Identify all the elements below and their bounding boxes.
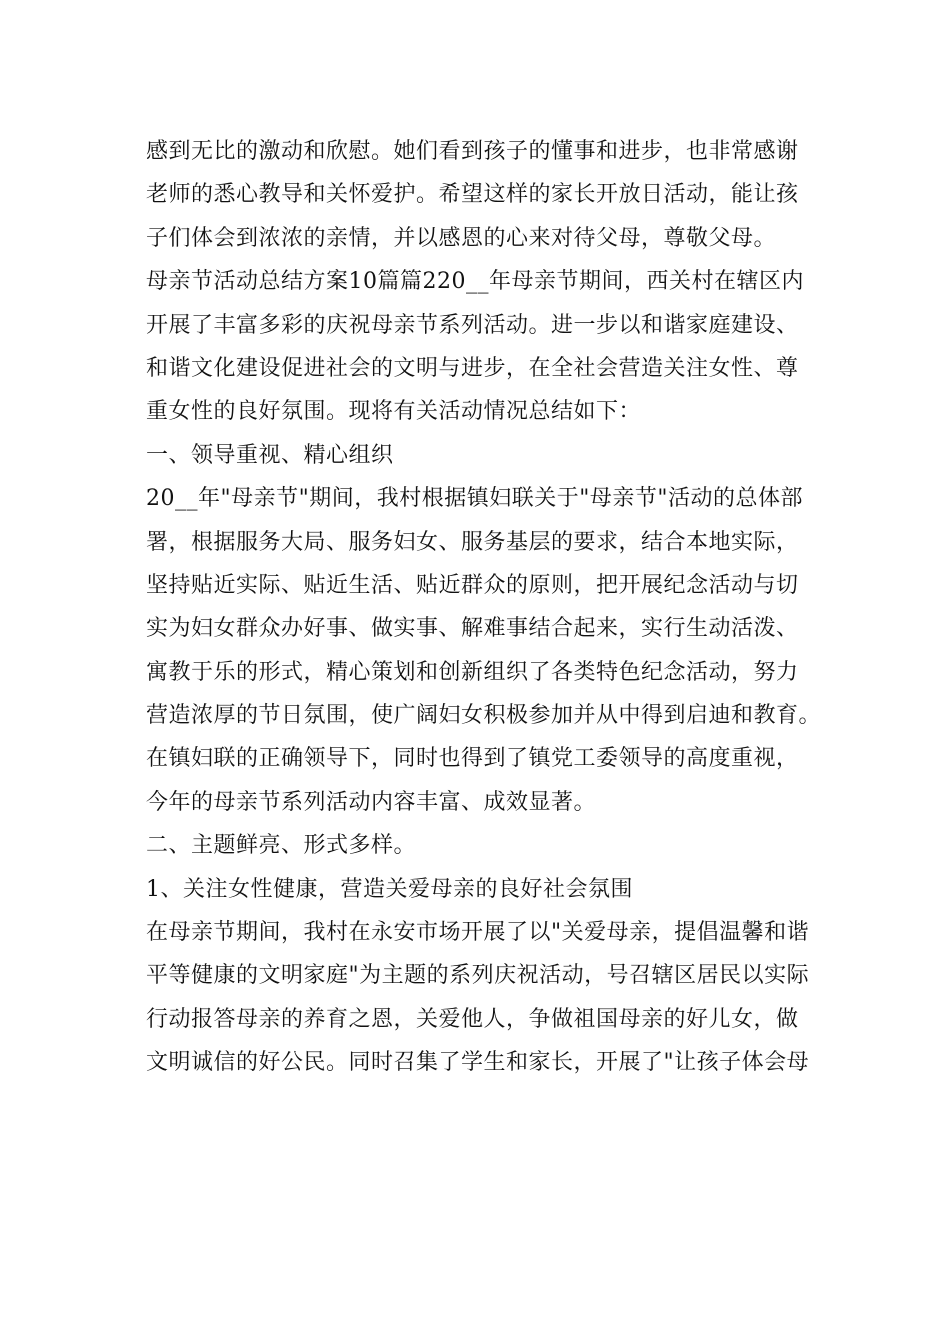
text-line: 文明诚信的好公民。同时召集了学生和家长，开展了"让孩子体会母 [146,1050,810,1076]
text-line: 实为妇女群众办好事、做实事、解难事结合起来，实行生动活泼、 [146,616,799,642]
text-line: 开展了丰富多彩的庆祝母亲节系列活动。进一步以和谐家庭建设、 [146,312,799,338]
text-line: 子们体会到浓浓的亲情，并以感恩的心来对待父母，尊敬父母。 [146,225,777,251]
text-line: 在镇妇联的正确领导下，同时也得到了镇党工委领导的高度重视， [146,746,799,772]
document-body [146,130,836,1085]
text-line: 和谐文化建设促进社会的文明与进步，在全社会营造关注女性、尊 [146,355,799,381]
text-line: 营造浓厚的节日氛围，使广阔妇女积极参加并从中得到启迪和教育。 [146,703,822,729]
text-line: 感到无比的激动和欣慰。她们看到孩子的懂事和进步，也非常感谢 [146,139,799,164]
text-line: 20__年"母亲节"期间，我村根据镇妇联关于"母亲节"活动的总体部 [146,486,803,512]
text-line: 今年的母亲节系列活动内容丰富、成效显著。 [146,789,597,815]
text-line: 行动报答母亲的养育之恩，关爱他人，争做祖国母亲的好儿女，做 [146,1006,799,1032]
subheading-one: 1、关注女性健康，营造关爱母亲的良好社会氛围 [146,876,633,902]
text-line: 署，根据服务大局、服务妇女、服务基层的要求，结合本地实际， [146,529,799,555]
text-line: 在母亲节期间，我村在永安市场开展了以"关爱母亲，提倡温馨和谐 [146,920,810,946]
heading-two: 二、主题鲜亮、形式多样。 [146,833,417,859]
text-line: 寓教于乐的形式，精心策划和创新组织了各类特色纪念活动，努力 [146,659,799,685]
text-line: 重女性的良好氛围。现将有关活动情况总结如下： [146,399,642,425]
section-title-line: 母亲节活动总结方案10篇篇220__年母亲节期间，西关村在辖区内 [146,269,804,295]
text-line: 平等健康的文明家庭"为主题的系列庆祝活动，号召辖区居民以实际 [146,963,810,989]
heading-one: 一、领导重视、精心组织 [146,442,394,468]
text-line: 老师的悉心教导和关怀爱护。希望这样的家长开放日活动，能让孩 [146,182,799,208]
text-line: 坚持贴近实际、贴近生活、贴近群众的原则，把开展纪念活动与切 [146,572,799,598]
